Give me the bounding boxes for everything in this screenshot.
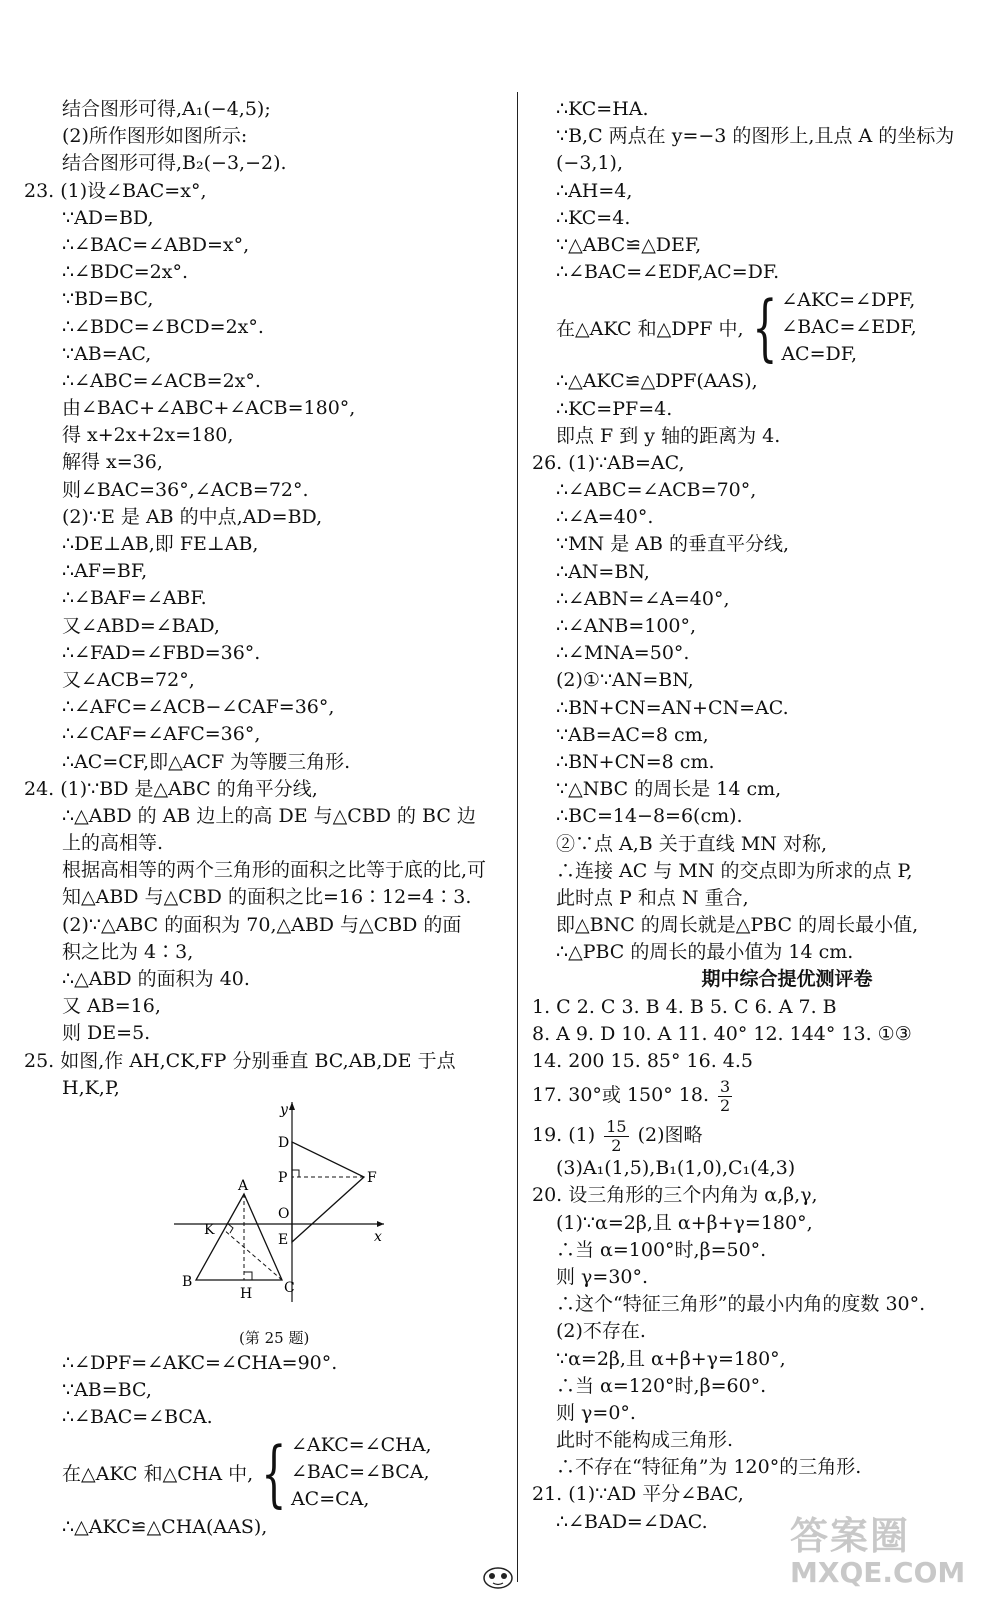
right-solution-lines-a: [532, 96, 982, 286]
system-intro: 在△AKC 和△DPF 中,: [556, 317, 744, 340]
solution-line: ∴∠AFC=∠ACB−∠CAF=36°,: [62, 696, 335, 719]
watermark: [790, 1505, 965, 1589]
label-b: B: [182, 1273, 193, 1290]
solution-line: ∴当 α=100°时,β=50°.: [556, 1238, 767, 1261]
x-axis-arrow: [377, 1221, 384, 1227]
watermark-bottom: MXQE.COM: [790, 1556, 966, 1589]
solution-line: ∴△ABD 的 AB 边上的高 DE 与△CBD 的 BC 边: [62, 804, 476, 827]
solution-line: 由∠BAC+∠ABC+∠ACB=180°,: [62, 397, 356, 420]
height-ck: [224, 1230, 282, 1280]
solution-line: 解得 x=36,: [62, 451, 163, 474]
solution-line: 21. (1)∵AD 平分∠BAC,: [532, 1483, 744, 1506]
solution-line: 则 γ=30°.: [556, 1265, 649, 1288]
system-row: ∠AKC=∠CHA,: [290, 1434, 432, 1456]
label-c: C: [284, 1279, 295, 1296]
solution-line: 24. (1)∵BD 是△ABC 的角平分线,: [24, 777, 318, 800]
solution-line: H,K,P,: [62, 1076, 120, 1099]
solution-line: ∵MN 是 AB 的垂直平分线,: [556, 533, 790, 556]
solution-line: (2)∵E 是 AB 的中点,AD=BD,: [62, 505, 323, 528]
system-row: AC=DF,: [781, 342, 857, 365]
answer-row: 1. C 2. C 3. B 4. B 5. C 6. A 7. B: [532, 995, 837, 1018]
fraction-19: [604, 1118, 628, 1155]
solution-line: ∵AB=AC,: [62, 342, 152, 365]
system-row: ∠BAC=∠EDF,: [781, 315, 917, 338]
system-row: ∠AKC=∠DPF,: [781, 288, 916, 311]
solution-line: ∵AD=BD,: [62, 206, 154, 229]
solution-line: (3)A₁(1,5),B₁(1,0),C₁(4,3): [556, 1157, 796, 1180]
answer-19-prefix: 19. (1): [532, 1124, 596, 1147]
solution-line: ∵BD=BC,: [62, 288, 154, 311]
label-k: K: [204, 1221, 215, 1238]
label-o: O: [278, 1205, 290, 1222]
mascot-icon: [478, 1562, 518, 1590]
solution-line: 此时点 P 和点 N 重合,: [556, 886, 749, 909]
solution-line: ∴∠A=40°.: [556, 506, 654, 529]
solution-line: ∵AB=AC=8 cm,: [556, 723, 709, 746]
solution-line: ∴∠FAD=∠FBD=36°.: [62, 641, 261, 664]
solution-line: ∵α=2β,且 α+β+γ=180°,: [556, 1347, 786, 1370]
solution-line: 则 DE=5.: [62, 1022, 151, 1045]
solution-line: ∴∠BDC=2x°.: [62, 261, 189, 284]
solution-line: 20. 设三角形的三个内角为 α,β,γ,: [532, 1184, 818, 1207]
solution-line: ∴∠BDC=∠BCD=2x°.: [62, 315, 264, 338]
right-angle-p: [292, 1170, 299, 1177]
solution-line: ∴∠ABN=∠A=40°,: [556, 587, 730, 610]
label-x: x: [374, 1228, 382, 1245]
figure-caption: (第 25 题): [239, 1328, 310, 1347]
left-equation-system: [24, 1432, 514, 1514]
solution-line: 此时不能构成三角形.: [556, 1429, 734, 1452]
right-solution-lines-c: [532, 1155, 982, 1536]
solution-line: ∴∠MNA=50°.: [556, 642, 690, 665]
solution-line: ∴△PBC 的周长的最小值为 14 cm.: [556, 941, 854, 964]
answer-17: 17. 30°或 150° 18.: [532, 1084, 709, 1107]
solution-line: ∴∠ANB=100°,: [556, 615, 697, 637]
solution-line: ∴BC=14−8=6(cm).: [556, 805, 743, 828]
solution-line: ∴∠ABC=∠ACB=70°,: [556, 479, 757, 502]
fraction-numerator: 15: [606, 1116, 627, 1136]
label-y: y: [280, 1101, 288, 1118]
solution-line: 又 AB=16,: [62, 995, 161, 1018]
y-axis-arrow: [289, 1102, 295, 1110]
solution-line: ∴∠BAC=∠ABD=x°,: [62, 233, 250, 256]
label-a: A: [238, 1177, 249, 1194]
label-e: E: [278, 1231, 289, 1248]
brace-icon: {: [751, 285, 778, 370]
solution-line: (2)不存在.: [556, 1320, 646, 1343]
section-title: 期中综合提优测评卷: [701, 968, 873, 991]
label-f: F: [367, 1169, 377, 1186]
solution-line: ∴∠DPF=∠AKC=∠CHA=90°.: [62, 1351, 338, 1374]
solution-line: 则 γ=0°.: [556, 1401, 636, 1424]
solution-line: ∴∠BAD=∠DAC.: [556, 1510, 708, 1533]
brace-icon: {: [261, 1430, 287, 1515]
system-intro: 在△AKC 和△CHA 中,: [62, 1463, 254, 1485]
solution-line: ∴当 α=120°时,β=60°.: [556, 1374, 767, 1397]
solution-line: (−3,1),: [556, 152, 624, 175]
solution-line: ∴△AKC≌△CHA(AAS),: [62, 1515, 268, 1538]
solution-line: 结合图形可得,A₁(−4,5);: [62, 98, 271, 120]
solution-line: 即△BNC 的周长就是△PBC 的周长最小值,: [556, 914, 919, 937]
solution-line: (2)∵△ABC 的面积为 70,△ABD 与△CBD 的面: [62, 913, 462, 936]
solution-line: 23. (1)设∠BAC=x°,: [24, 179, 207, 202]
right-column: [532, 96, 982, 1536]
solution-line: (2)①∵AN=BN,: [556, 669, 694, 692]
solution-line: ∴∠BAC=∠EDF,AC=DF.: [556, 261, 780, 284]
answer-row-17-18: [532, 1075, 982, 1115]
solution-line: ②∵点 A,B 关于直线 MN 对称,: [556, 832, 828, 855]
fraction-denominator: 2: [611, 1135, 622, 1155]
solution-line: (2)所作图形如图所示:: [62, 125, 248, 148]
solution-line: ∴DE⊥AB,即 FE⊥AB,: [62, 533, 259, 555]
solution-line: ∵AB=BC,: [62, 1379, 152, 1402]
solution-line: ∴∠BAF=∠ABF.: [62, 587, 207, 610]
solution-line: ∴KC=PF=4.: [556, 397, 673, 420]
solution-line: ∴BN+CN=AN+CN=AC.: [556, 696, 789, 719]
triangle-def: [292, 1142, 364, 1242]
solution-line: 结合图形可得,B₂(−3,−2).: [62, 152, 287, 175]
answer-row-19: [532, 1115, 982, 1155]
left-column: [24, 96, 514, 1541]
solution-line: 积之比为 4∶3,: [62, 940, 194, 963]
solution-line: ∴AC=CF,即△ACF 为等腰三角形.: [62, 750, 351, 773]
solution-line: ∴这个“特征三角形”的最小内角的度数 30°.: [556, 1293, 926, 1316]
system-rows: [781, 287, 916, 368]
solution-line: ∴BN+CN=8 cm.: [556, 750, 715, 773]
solution-line: ∴连接 AC 与 MN 的交点即为所求的点 P,: [556, 859, 913, 882]
fraction-denominator: 2: [720, 1095, 731, 1115]
solution-line: 则∠BAC=36°,∠ACB=72°.: [62, 478, 309, 501]
solution-line: 即点 F 到 y 轴的距离为 4.: [556, 424, 781, 447]
solution-line: ∴△AKC≌△DPF(AAS),: [556, 370, 758, 393]
solution-line: 又∠ACB=72°,: [62, 668, 195, 691]
solution-line: ∴∠CAF=∠AFC=36°,: [62, 723, 261, 746]
solution-line: ∴KC=4.: [556, 206, 631, 229]
solution-line: 上的高相等.: [62, 832, 164, 855]
fraction-18: [718, 1078, 732, 1115]
solution-line: ∴∠BAC=∠BCA.: [62, 1406, 213, 1429]
solution-line: ∴不存在“特征角”为 120°的三角形.: [556, 1456, 862, 1479]
left-solution-lines-a: [24, 96, 514, 1102]
solution-line: ∴AH=4,: [556, 179, 633, 202]
solution-line: 25. 如图,作 AH,CK,FP 分别垂直 BC,AB,DE 于点: [24, 1049, 456, 1072]
fraction-numerator: 3: [720, 1076, 731, 1096]
solution-line: ∴∠ABC=∠ACB=2x°.: [62, 369, 261, 392]
answer-row: 8. A 9. D 10. A 11. 40° 12. 144° 13. ①③: [532, 1022, 912, 1045]
column-divider: [517, 92, 518, 1582]
label-h: H: [240, 1285, 253, 1302]
solution-line: ∵△NBC 的周长是 14 cm,: [556, 778, 782, 801]
system-row: ∠BAC=∠BCA,: [290, 1461, 430, 1483]
right-equation-system: [532, 286, 982, 368]
solution-line: ∵△ABC≌△DEF,: [556, 233, 702, 256]
solution-line: ∵B,C 两点在 y=−3 的图形上,且点 A 的坐标为: [556, 125, 955, 148]
label-p: P: [278, 1169, 288, 1186]
solution-line: 知△ABD 与△CBD 的面积之比=16∶12=4∶3.: [62, 886, 472, 909]
solution-line: (1)∵α=2β,且 α+β+γ=180°,: [556, 1211, 813, 1234]
solution-line: 根据高相等的两个三角形的面积之比等于底的比,可: [62, 859, 487, 882]
solution-line: 又∠ABD=∠BAD,: [62, 614, 220, 637]
answer-row: 14. 200 15. 85° 16. 4.5: [532, 1050, 754, 1072]
figure-25-diagram: [174, 1102, 414, 1324]
solution-line: 26. (1)∵AB=AC,: [532, 451, 685, 474]
system-rows: [291, 1432, 432, 1513]
left-solution-lines-c: [24, 1514, 514, 1541]
system-row: AC=CA,: [290, 1488, 370, 1510]
right-angle-h: [244, 1272, 252, 1280]
label-d: D: [278, 1134, 290, 1151]
solution-line: ∴△ABD 的面积为 40.: [62, 968, 250, 990]
solution-line: ∴AF=BF,: [62, 560, 148, 583]
answer-19-suffix: (2)图略: [637, 1124, 703, 1147]
right-solution-lines-b: [532, 368, 982, 966]
solution-line: 得 x+2x+2x=180,: [62, 424, 234, 447]
solution-line: ∴KC=HA.: [556, 98, 649, 120]
solution-line: ∴AN=BN,: [556, 560, 650, 583]
figure-25: [24, 1101, 514, 1347]
watermark-top: 答案圈: [790, 1514, 911, 1558]
left-solution-lines-b: [24, 1350, 514, 1432]
